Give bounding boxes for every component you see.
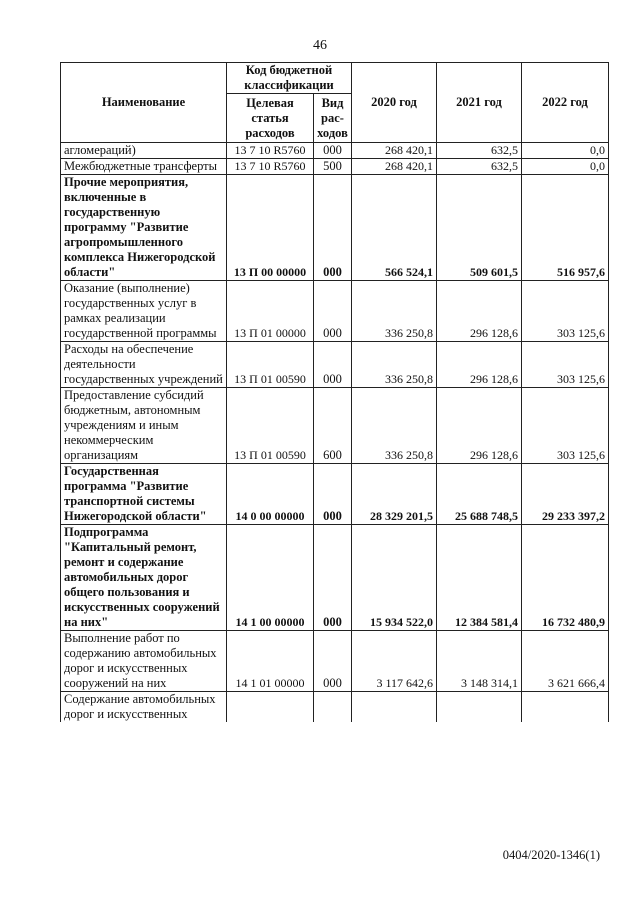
- row-value-2021: 3 148 314,1: [437, 631, 522, 692]
- header-name: Наименование: [61, 63, 227, 143]
- table-row: [61, 342, 609, 388]
- row-value-2022: 3 621 666,4: [522, 631, 609, 692]
- document-code: 0404/2020-1346(1): [502, 848, 600, 862]
- table-row: [61, 281, 609, 342]
- row-expense-type: 000: [314, 143, 352, 159]
- row-target-code: 13 П 00 00000: [227, 175, 314, 281]
- row-target-code: 13 7 10 R5760: [227, 159, 314, 175]
- row-name: Прочие мероприятия, включенные в государственную программу "Развитие агропромышленного комплекса Нижегородской области": [61, 175, 227, 281]
- row-value-2022: 303 125,6: [522, 281, 609, 342]
- table-row: [61, 631, 609, 692]
- row-expense-type: 000: [314, 525, 352, 631]
- row-expense-type: 000: [314, 631, 352, 692]
- row-name: Содержание автомобильных дорог и искусственных: [61, 692, 227, 723]
- row-value-2022: 29 233 397,2: [522, 464, 609, 525]
- row-name: Расходы на обеспечение деятельности государственных учреждений: [61, 342, 227, 388]
- row-value-2022: 516 957,6: [522, 175, 609, 281]
- table-row: [61, 525, 609, 631]
- budget-table: [60, 62, 609, 722]
- header-target: Целевая статья расходов: [227, 94, 314, 143]
- row-target-code: 13 7 10 R5760: [227, 143, 314, 159]
- row-expense-type: 000: [314, 342, 352, 388]
- row-target-code: 14 1 00 00000: [227, 525, 314, 631]
- row-value-2021: 632,5: [437, 159, 522, 175]
- row-value-2021: 296 128,6: [437, 388, 522, 464]
- row-value-2020: 566 524,1: [352, 175, 437, 281]
- row-value-2020: 336 250,8: [352, 388, 437, 464]
- row-value-2021: 296 128,6: [437, 281, 522, 342]
- header-row: [61, 63, 609, 94]
- row-value-2022: 303 125,6: [522, 342, 609, 388]
- header-type: Вид рас-ходов: [314, 94, 352, 143]
- row-value-2021: 25 688 748,5: [437, 464, 522, 525]
- header-code-group: Код бюджетной классификации: [227, 63, 352, 94]
- row-value-2022: 0,0: [522, 143, 609, 159]
- row-value-2021: [437, 692, 522, 723]
- row-expense-type: 000: [314, 175, 352, 281]
- row-value-2020: 3 117 642,6: [352, 631, 437, 692]
- row-value-2020: 268 420,1: [352, 143, 437, 159]
- table-row: [61, 143, 609, 159]
- row-name: Подпрограмма "Капитальный ремонт, ремонт и содержание автомобильных дорог общего пользования и искусственных сооружений на них": [61, 525, 227, 631]
- table-row: [61, 692, 609, 723]
- row-value-2021: 296 128,6: [437, 342, 522, 388]
- row-value-2020: 268 420,1: [352, 159, 437, 175]
- row-value-2021: 509 601,5: [437, 175, 522, 281]
- table-row: [61, 175, 609, 281]
- header-2022: 2022 год: [522, 63, 609, 143]
- row-name: Предоставление субсидий бюджетным, автономным учреждениям и иным некоммерческим организациям: [61, 388, 227, 464]
- row-value-2020: 336 250,8: [352, 281, 437, 342]
- row-expense-type: 000: [314, 281, 352, 342]
- row-name: Оказание (выполнение) государственных услуг в рамках реализации государственной программы: [61, 281, 227, 342]
- row-expense-type: [314, 692, 352, 723]
- row-value-2021: 632,5: [437, 143, 522, 159]
- row-target-code: [227, 692, 314, 723]
- row-value-2020: [352, 692, 437, 723]
- row-target-code: 14 0 00 00000: [227, 464, 314, 525]
- row-value-2022: [522, 692, 609, 723]
- header-2020: 2020 год: [352, 63, 437, 143]
- row-value-2021: 12 384 581,4: [437, 525, 522, 631]
- row-value-2020: 28 329 201,5: [352, 464, 437, 525]
- row-value-2022: 16 732 480,9: [522, 525, 609, 631]
- row-name: агломераций): [61, 143, 227, 159]
- row-value-2020: 15 934 522,0: [352, 525, 437, 631]
- table-row: [61, 388, 609, 464]
- row-target-code: 13 П 01 00000: [227, 281, 314, 342]
- row-target-code: 13 П 01 00590: [227, 388, 314, 464]
- row-name: Межбюджетные трансферты: [61, 159, 227, 175]
- page-number: 46: [313, 38, 327, 53]
- row-target-code: 14 1 01 00000: [227, 631, 314, 692]
- row-expense-type: 500: [314, 159, 352, 175]
- table-row: [61, 464, 609, 525]
- row-value-2020: 336 250,8: [352, 342, 437, 388]
- row-value-2022: 0,0: [522, 159, 609, 175]
- table-row: [61, 159, 609, 175]
- row-name: Выполнение работ по содержанию автомобильных дорог и искусственных сооружений на них: [61, 631, 227, 692]
- row-expense-type: 600: [314, 388, 352, 464]
- header-2021: 2021 год: [437, 63, 522, 143]
- row-value-2022: 303 125,6: [522, 388, 609, 464]
- row-name: Государственная программа "Развитие транспортной системы Нижегородской области": [61, 464, 227, 525]
- row-expense-type: 000: [314, 464, 352, 525]
- row-target-code: 13 П 01 00590: [227, 342, 314, 388]
